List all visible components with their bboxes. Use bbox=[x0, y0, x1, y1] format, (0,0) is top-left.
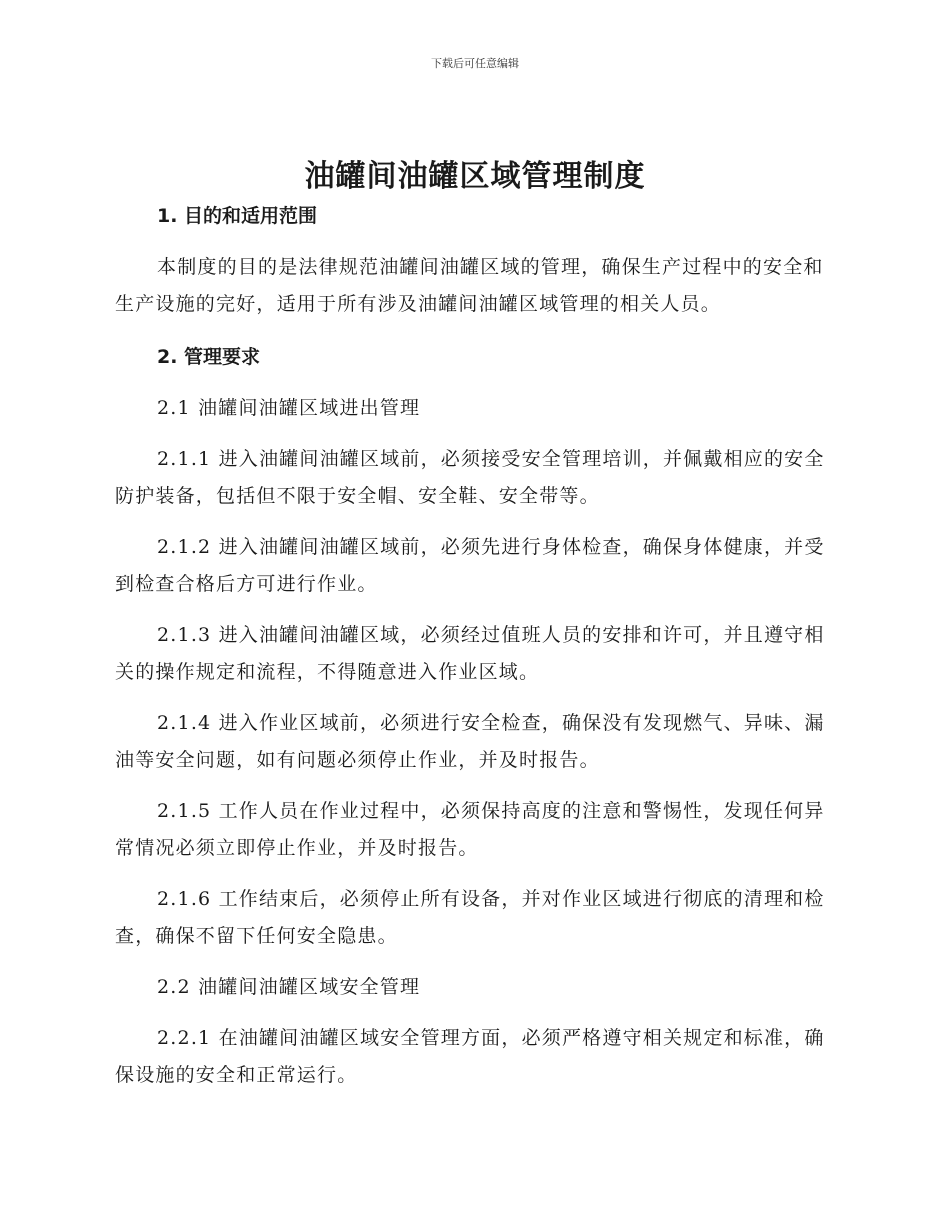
document-title: 油罐间油罐区域管理制度 bbox=[304, 159, 646, 194]
section-heading-2: 2. 管理要求 bbox=[157, 346, 261, 368]
clause-2-1-4: 2.1.4 进入作业区域前，必须进行安全检查，确保没有发现燃气、异味、漏油等安全问题，如有问题必须停止作业，并及时报告。 bbox=[115, 712, 825, 771]
section-heading-1: 1. 目的和适用范围 bbox=[157, 205, 318, 227]
subsection-heading-2-1: 2.1 油罐间油罐区域进出管理 bbox=[157, 397, 421, 419]
subsection-heading-2-2: 2.2 油罐间油罐区域安全管理 bbox=[157, 976, 421, 998]
clause-2-1-6: 2.1.6 工作结束后，必须停止所有设备，并对作业区域进行彻底的清理和检查，确保不留下任何安全隐患。 bbox=[115, 888, 825, 947]
header-note: 下载后可任意编辑 bbox=[431, 57, 519, 70]
clause-2-1-1: 2.1.1 进入油罐间油罐区域前，必须接受安全管理培训，并佩戴相应的安全防护装备，包括但不限于安全帽、安全鞋、安全带等。 bbox=[115, 448, 825, 507]
clause-2-1-3: 2.1.3 进入油罐间油罐区域，必须经过值班人员的安排和许可，并且遵守相关的操作规定和流程，不得随意进入作业区域。 bbox=[115, 624, 825, 683]
paragraph-purpose: 本制度的目的是法律规范油罐间油罐区域的管理，确保生产过程中的安全和生产设施的完好，适用于所有涉及油罐间油罐区域管理的相关人员。 bbox=[115, 256, 824, 315]
clause-2-1-2: 2.1.2 进入油罐间油罐区域前，必须先进行身体检查，确保身体健康，并受到检查合格后方可进行作业。 bbox=[115, 536, 825, 595]
clause-2-2-1: 2.2.1 在油罐间油罐区域安全管理方面，必须严格遵守相关规定和标准，确保设施的安全和正常运行。 bbox=[115, 1027, 825, 1086]
document-body bbox=[115, 198, 835, 1094]
clause-2-1-5: 2.1.5 工作人员在作业过程中，必须保持高度的注意和警惕性，发现任何异常情况必须立即停止作业，并及时报告。 bbox=[115, 800, 825, 859]
